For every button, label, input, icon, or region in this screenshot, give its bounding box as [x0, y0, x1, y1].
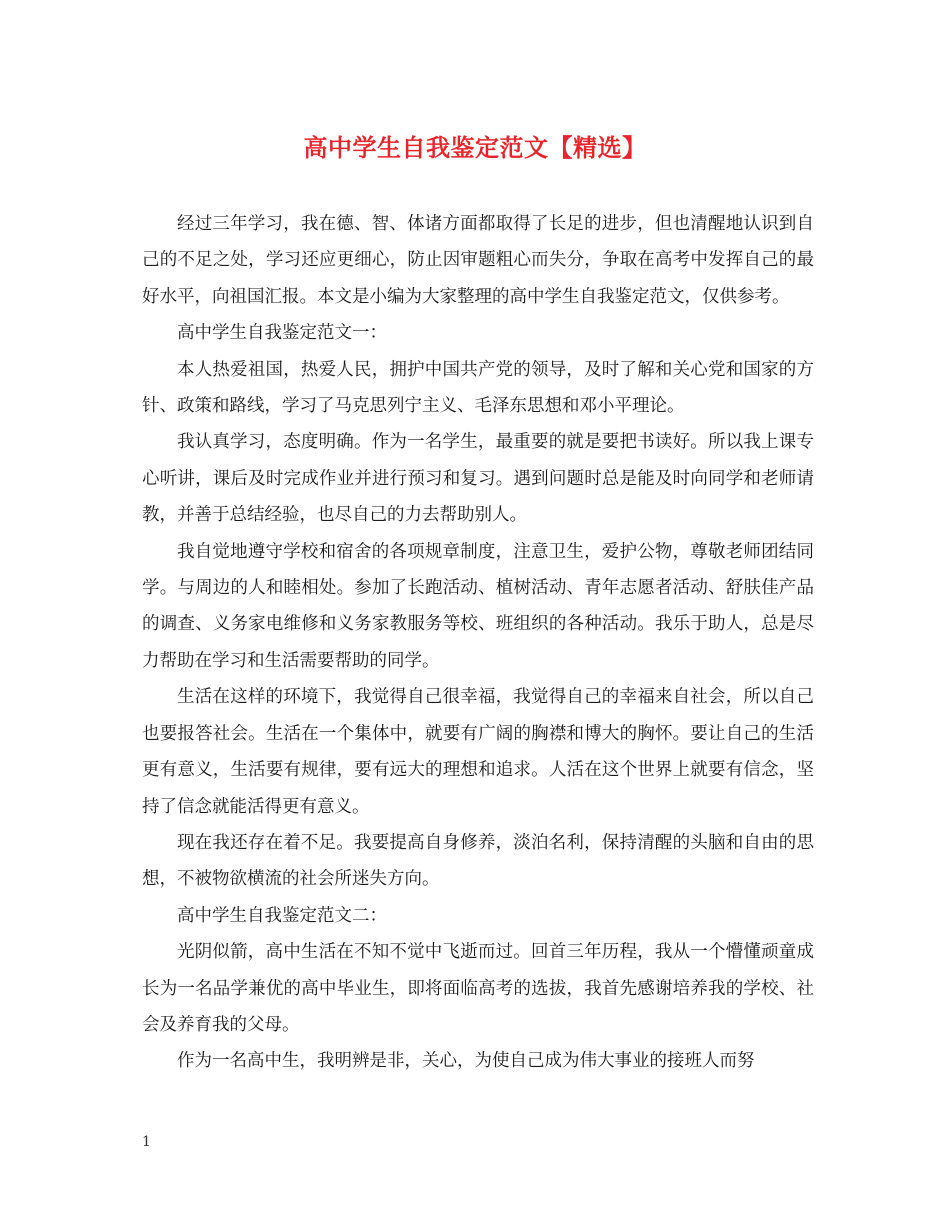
paragraph: 本人热爱祖国，热爱人民，拥护中国共产党的领导，及时了解和关心党和国家的方针、政策和路线，学习了马克思列宁主义、毛泽东思想和邓小平理论。 [142, 359, 814, 417]
section-heading: 高中学生自我鉴定范文二： [177, 905, 387, 926]
paragraph: 我自觉地遵守学校和宿舍的各项规章制度，注意卫生，爱护公物，尊敬老师团结同学。与周边的人和睦相处。参加了长跑活动、植树活动、青年志愿者活动、舒肤佳产品的调查、义务家电维修和义务家教服务等校、班组织的各种活动。我乐于助人，总是尽力帮助在学习和生活需要帮助的同学。 [142, 541, 814, 671]
paragraph: 我认真学习，态度明确。作为一名学生，最重要的就是要把书读好。所以我上课专心听讲，课后及时完成作业并进行预习和复习。遇到问题时总是能及时向同学和老师请教，并善于总结经验，也尽自己的力去帮助别人。 [142, 432, 814, 526]
page-number: 1 [142, 1134, 151, 1150]
document-body [142, 206, 814, 1080]
paragraph: 经过三年学习，我在德、智、体诸方面都取得了长足的进步，但也清醒地认识到自己的不足之处，学习还应更细心，防止因审题粗心而失分，争取在高考中发挥自己的最好水平，向祖国汇报。本文是小编为大家整理的高中学生自我鉴定范文，仅供参考。 [142, 214, 814, 307]
paragraph: 作为一名高中生，我明辨是非，关心，为使自己成为伟大事业的接班人而努 [177, 1051, 755, 1072]
paragraph: 现在我还存在着不足。我要提高自身修养，淡泊名利，保持清醒的头脑和自由的思想，不被物欲横流的社会所迷失方向。 [142, 832, 814, 890]
document-title: 高中学生自我鉴定范文【精选】 [303, 133, 647, 162]
paragraph: 光阴似箭，高中生活在不知不觉中飞逝而过。回首三年历程，我从一个懵懂顽童成长为一名品学兼优的高中毕业生，即将面临高考的选拔，我首先感谢培养我的学校、社会及养育我的父母。 [142, 942, 814, 1035]
section-heading: 高中学生自我鉴定范文一： [177, 323, 387, 344]
paragraph: 生活在这样的环境下，我觉得自己很幸福，我觉得自己的幸福来自社会，所以自己也要报答社会。生活在一个集体中，就要有广阔的胸襟和博大的胸怀。要让自己的生活更有意义，生活要有规律，要有远大的理想和追求。人活在这个世界上就要有信念，坚持了信念就能活得更有意义。 [142, 687, 814, 817]
